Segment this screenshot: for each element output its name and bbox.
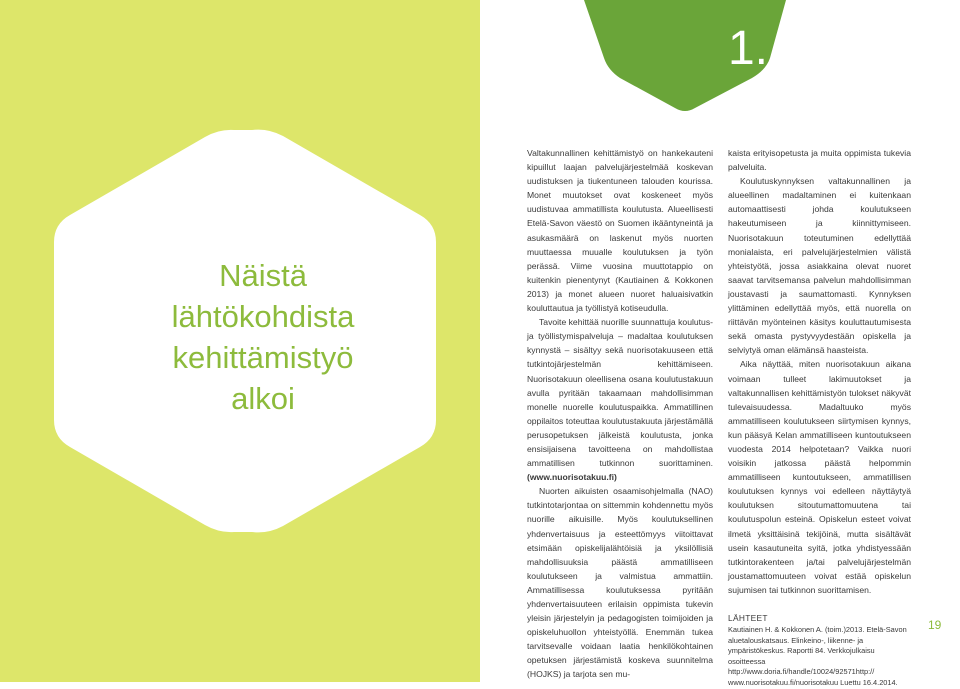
- text-column-1: [527, 146, 713, 682]
- left-page: [0, 0, 480, 682]
- references-title: LÄHTEET: [728, 613, 768, 623]
- paragraph: Aika näyttää, miten nuorisotakuun aikana voimaan tulleet lakimuutokset ja valtakunnallisen kehittämistyön tulokset näkyvät tulevaisuudessa. Madaltuuko myös ammatilliseen koulutukseen siirtymisen kynnys, kun pääsyä Kelan ammatilliseen kuntoutukseen vuodesta 2014 helpotetaan? Vaikka nuori voisikin jatkossa päästä helpommin ammatilliseen kuntoutukseen, ammatillisen koulutuksen kynnys voi edelleen näyttäytyä koulutuksen sitoutumattomuutena tai koulutuspolun esteinä. Opiskelun esteet voivat ilmetä yksittäisinä tekijöinä, mutta sisältävät usein kasautuneita syitä, jotka yhdistyessään tutkintorakenteen ja/tai palvelujärjestelmän joustamattomuuteen voivat estää opiskelun sujumisen tai tutkinnon suorittamisen.: [728, 359, 911, 595]
- nuorisotakuu-link[interactable]: (www.nuorisotakuu.fi): [527, 472, 617, 483]
- heading-line-4: alkoi: [231, 381, 295, 416]
- heading-line-1: Näistä: [219, 258, 307, 293]
- paragraph: kaista erityisopetusta ja muita oppimista tukevia palveluita.: [728, 148, 911, 173]
- page-number: 19: [928, 618, 942, 632]
- paragraph: Koulutuskynnyksen valtakunnallinen ja alueellinen madaltaminen ei kuitenkaan automaattisesti johda koulutukseen hakeutumiseen ja kiinnittymiseen. Nuorisotakuun toteutuminen edellyttää monialaista, eri palvelujärjestelmien välistä yhteistyötä, jossa asiakkaina olevat nuoret saavat tarvitsemansa palvelun mahdollisimman joustavasti ja saumattomasti. Kynnyksen ylittäminen edellyttää myös, että nuorella on riittävän myönteinen käsitys kouluttautumisesta sekä omasta pystyvyydestään opiskella ja selviytyä oman elämänsä haasteista.: [728, 176, 911, 356]
- heading-line-3: kehittämistyö: [172, 340, 354, 375]
- references-text: Kautiainen H. & Kokkonen A. (toim.)2013. Etelä-Savon aluetalouskatsaus. Elinkeino-, liikenne- ja ympäristökeskus. Raportti 84. Verkkojulkaisu osoitteessa http://www.doria.fi/handle/10024/92571http:// www.nuorisotakuu.fi/nuorisotakuu Luettu 16.4.2014.: [728, 625, 907, 688]
- text-column-2: [728, 146, 911, 689]
- chapter-number: 1.: [727, 22, 768, 75]
- chapter-heading: [128, 255, 398, 419]
- paragraph: Nuorten aikuisten osaamisohjelmalla (NAO) tutkintotarjontaa on sittemmin kohdennettu myös nuorille aikuisille. Myös koulutuksellinen yhdenvertaisuus ja esteettömyys viitoittavat etsimään opiskelijalähtöisiä ja yksilöllisiä mahdollisuuksia päästä ammatilliseen koulutukseen ja valmistua ammattiin. Ammatillisessa koulutuksessa pyritään yhdenvertaisuuteen erilaisin oppimista tukevin yleisin järjestelyin ja pedagogisten toimijoiden ja opiskeluhuollon yhteistyöllä. Enemmän tukea tarvitsevalle voidaan laatia henkilökohtainen opetuksen järjestämistä koskeva suunnitelma (HOJKS) ja tarjota sen mu-: [527, 486, 713, 680]
- paragraph: [527, 315, 713, 484]
- heading-line-2: lähtökohdista: [171, 299, 355, 334]
- paragraph: Valtakunnallinen kehittämistyö on hankekauteni kipuillut laajan palvelujärjestelmää koskevan uudistuksen ja tiukentuneen talouden kourissa. Monet muutokset ovat koskeneet myös uudistuvaa ammatillista koulutusta. Alueellisesti Etelä-Savon väestö on Suomen ikääntyneintä ja asukasmäärä on laskenut myös nuorten muuttaessa muualle koulutuksen ja työn perässä. Viime vuosina muuttotappio on kuitenkin pienentynyt (Kautiainen & Kokkonen 2013) ja monet alueen nuoret haluaisivatkin kouluttautua ja työllistyä kotiseudulla.: [527, 148, 713, 314]
- paragraph-text: Tavoite kehittää nuorille suunnattuja koulutus- ja työllistymispalveluja – madaltaa koulutuksen kynnystä – sisältyy sekä nuorisotakuuseen että tutkintojärjestelmän kehittämiseen. Nuorisotakuun oleellisena osana koulutustakuun avulla pyritään takaamaan mahdollisimman monelle nuorelle koulutuspaikka. Ammatillinen oppilaitos toteuttaa koulutustakuuta järjestämällä perusopetuksen jälkeistä koulutusta, jonka ensisijaisena tavoitteena on mahdollistaa ammatillisen tutkinnon suorittaminen.: [527, 317, 713, 469]
